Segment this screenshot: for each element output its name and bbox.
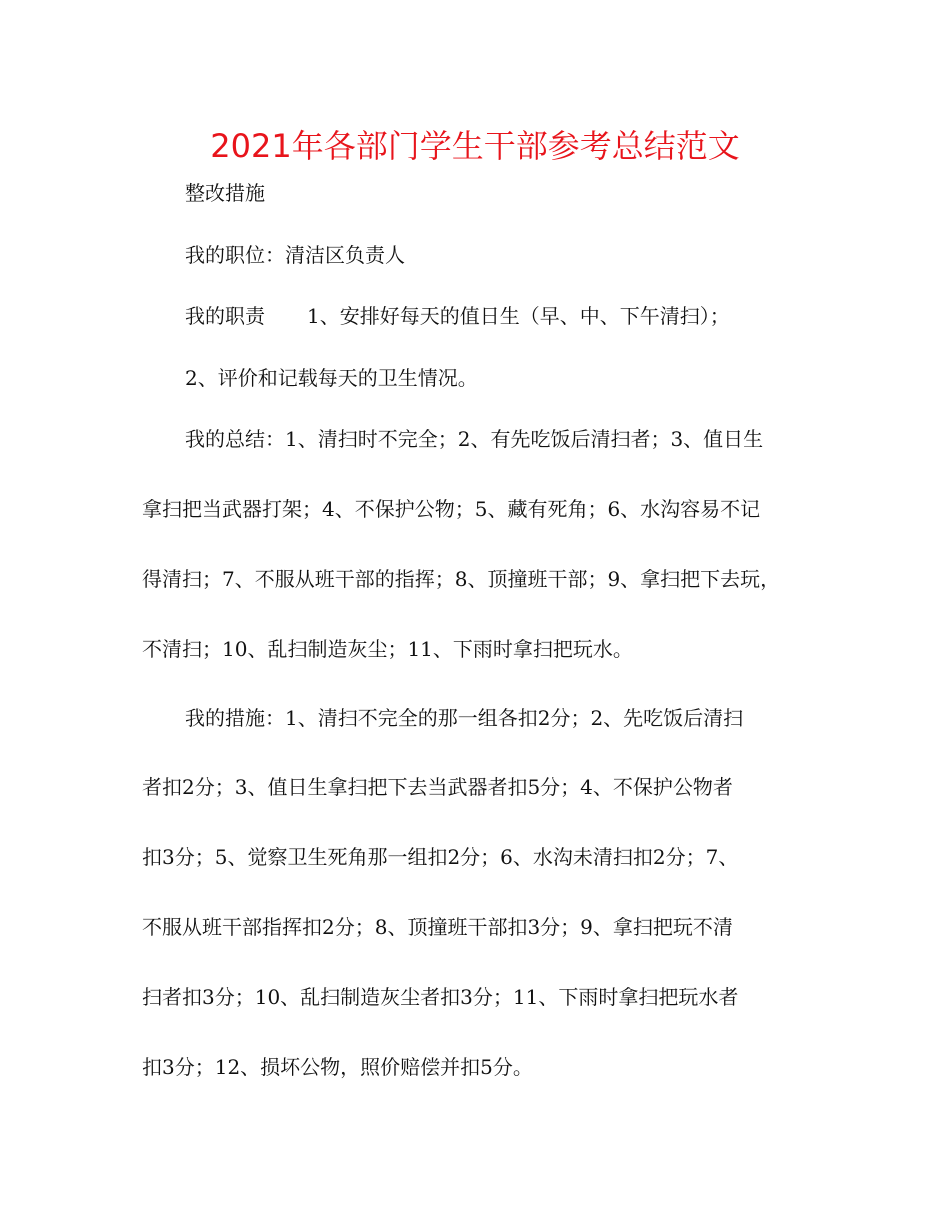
summary-line: 得清扫；7、不服从班干部的指挥；8、顶撞班干部；9、拿扫把下去玩， [142,567,781,591]
measure-line: 扣3分；12、损坏公物，照价赔偿并扣5分。 [142,1055,533,1079]
measure-line: 我的措施：1、清扫不完全的那一组各扣2分；2、先吃饭后清扫 [185,706,744,730]
position-line: 我的职位：清洁区负责人 [185,243,405,267]
duties-line [185,301,865,331]
summary-line: 我的总结：1、清扫时不完全；2、有先吃饭后清扫者；3、值日生 [185,427,764,451]
duty-item-1: 1、安排好每天的值日生（早、中、下午清扫）； [307,304,730,328]
duties-label: 我的职责 [185,304,265,328]
measure-line: 者扣2分；3、值日生拿扫把下去当武器者扣5分；4、不保护公物者 [142,775,733,799]
measure-line: 不服从班干部指挥扣2分；8、顶撞班干部扣3分；9、拿扫把玩不清 [142,915,733,939]
summary-line: 不清扫；10、乱扫制造灰尘；11、下雨时拿扫把玩水。 [142,637,633,661]
heading-rectification: 整改措施 [185,181,265,205]
duty-item-2: 2、评价和记载每天的卫生情况。 [185,366,478,390]
measure-line: 扣3分；5、觉察卫生死角那一组扣2分；6、水沟未清扫扣2分；7、 [142,845,739,869]
summary-line: 拿扫把当武器打架；4、不保护公物；5、藏有死角；6、水沟容易不记 [142,497,761,521]
document-title: 2021年各部门学生干部参考总结范文 [210,127,740,165]
measure-line: 扫者扣3分；10、乱扫制造灰尘者扣3分；11、下雨时拿扫把玩水者 [142,985,739,1009]
